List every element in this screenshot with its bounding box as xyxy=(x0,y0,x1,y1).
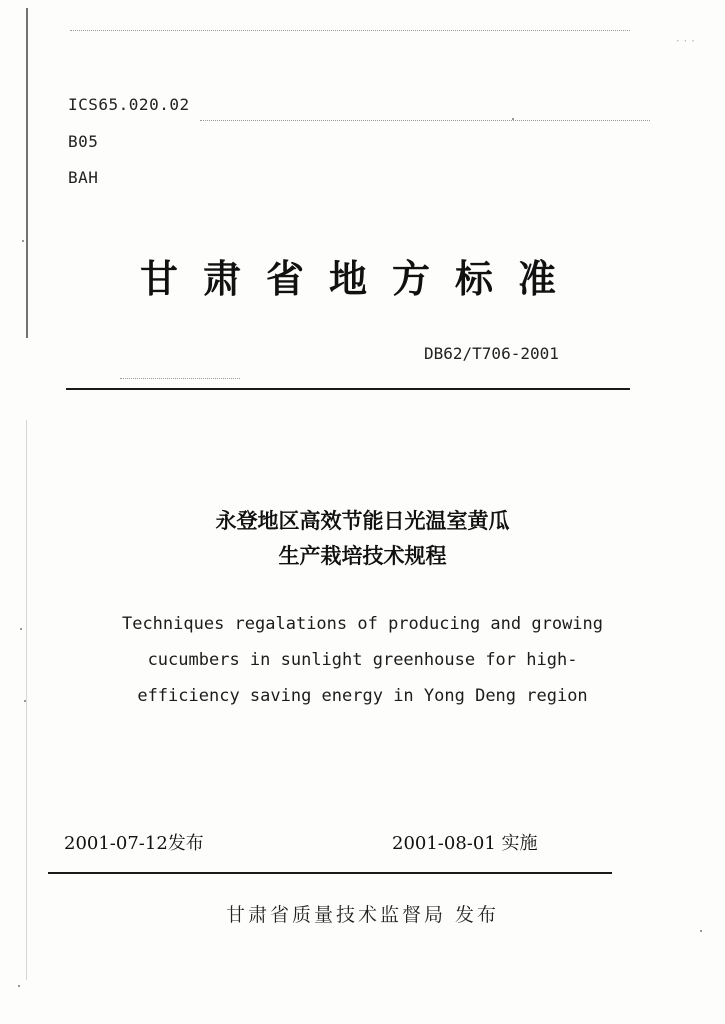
scan-speck xyxy=(22,240,24,242)
filing-code: BAH xyxy=(68,168,99,187)
issue-date: 2001-07-12发布 xyxy=(64,833,204,854)
title-en-line2: cucumbers in sunlight greenhouse for high- xyxy=(147,650,578,670)
margin-scribble: · · · xyxy=(675,34,695,48)
standard-number: DB62/T706-2001 xyxy=(424,344,559,363)
footer-rule xyxy=(48,872,612,874)
ics-code: ICS65.020.02 xyxy=(68,95,190,114)
title-cn-line2: 生产栽培技术规程 xyxy=(278,544,447,568)
category-code: B05 xyxy=(68,132,99,151)
scan-noise-line xyxy=(70,30,630,31)
implementation-date: 2001-08-01 实施 xyxy=(392,833,538,854)
scan-speck xyxy=(700,930,702,932)
scan-noise-line xyxy=(120,378,240,379)
scan-noise-line xyxy=(200,120,650,121)
scan-speck xyxy=(18,985,20,987)
scan-edge-line xyxy=(26,8,28,338)
title-en-line1: Techniques regalations of producing and growing xyxy=(121,614,604,634)
publisher-line: 甘肃省质量技术监督局 发布 xyxy=(225,904,500,926)
document-type-heading: 甘肃省地方标准 xyxy=(140,257,582,301)
scan-speck xyxy=(512,118,514,120)
header-rule xyxy=(66,388,630,390)
title-cn-line1: 永登地区高效节能日光温室黄瓜 xyxy=(215,509,510,533)
title-en-line3: efficiency saving energy in Yong Deng region xyxy=(137,686,588,706)
